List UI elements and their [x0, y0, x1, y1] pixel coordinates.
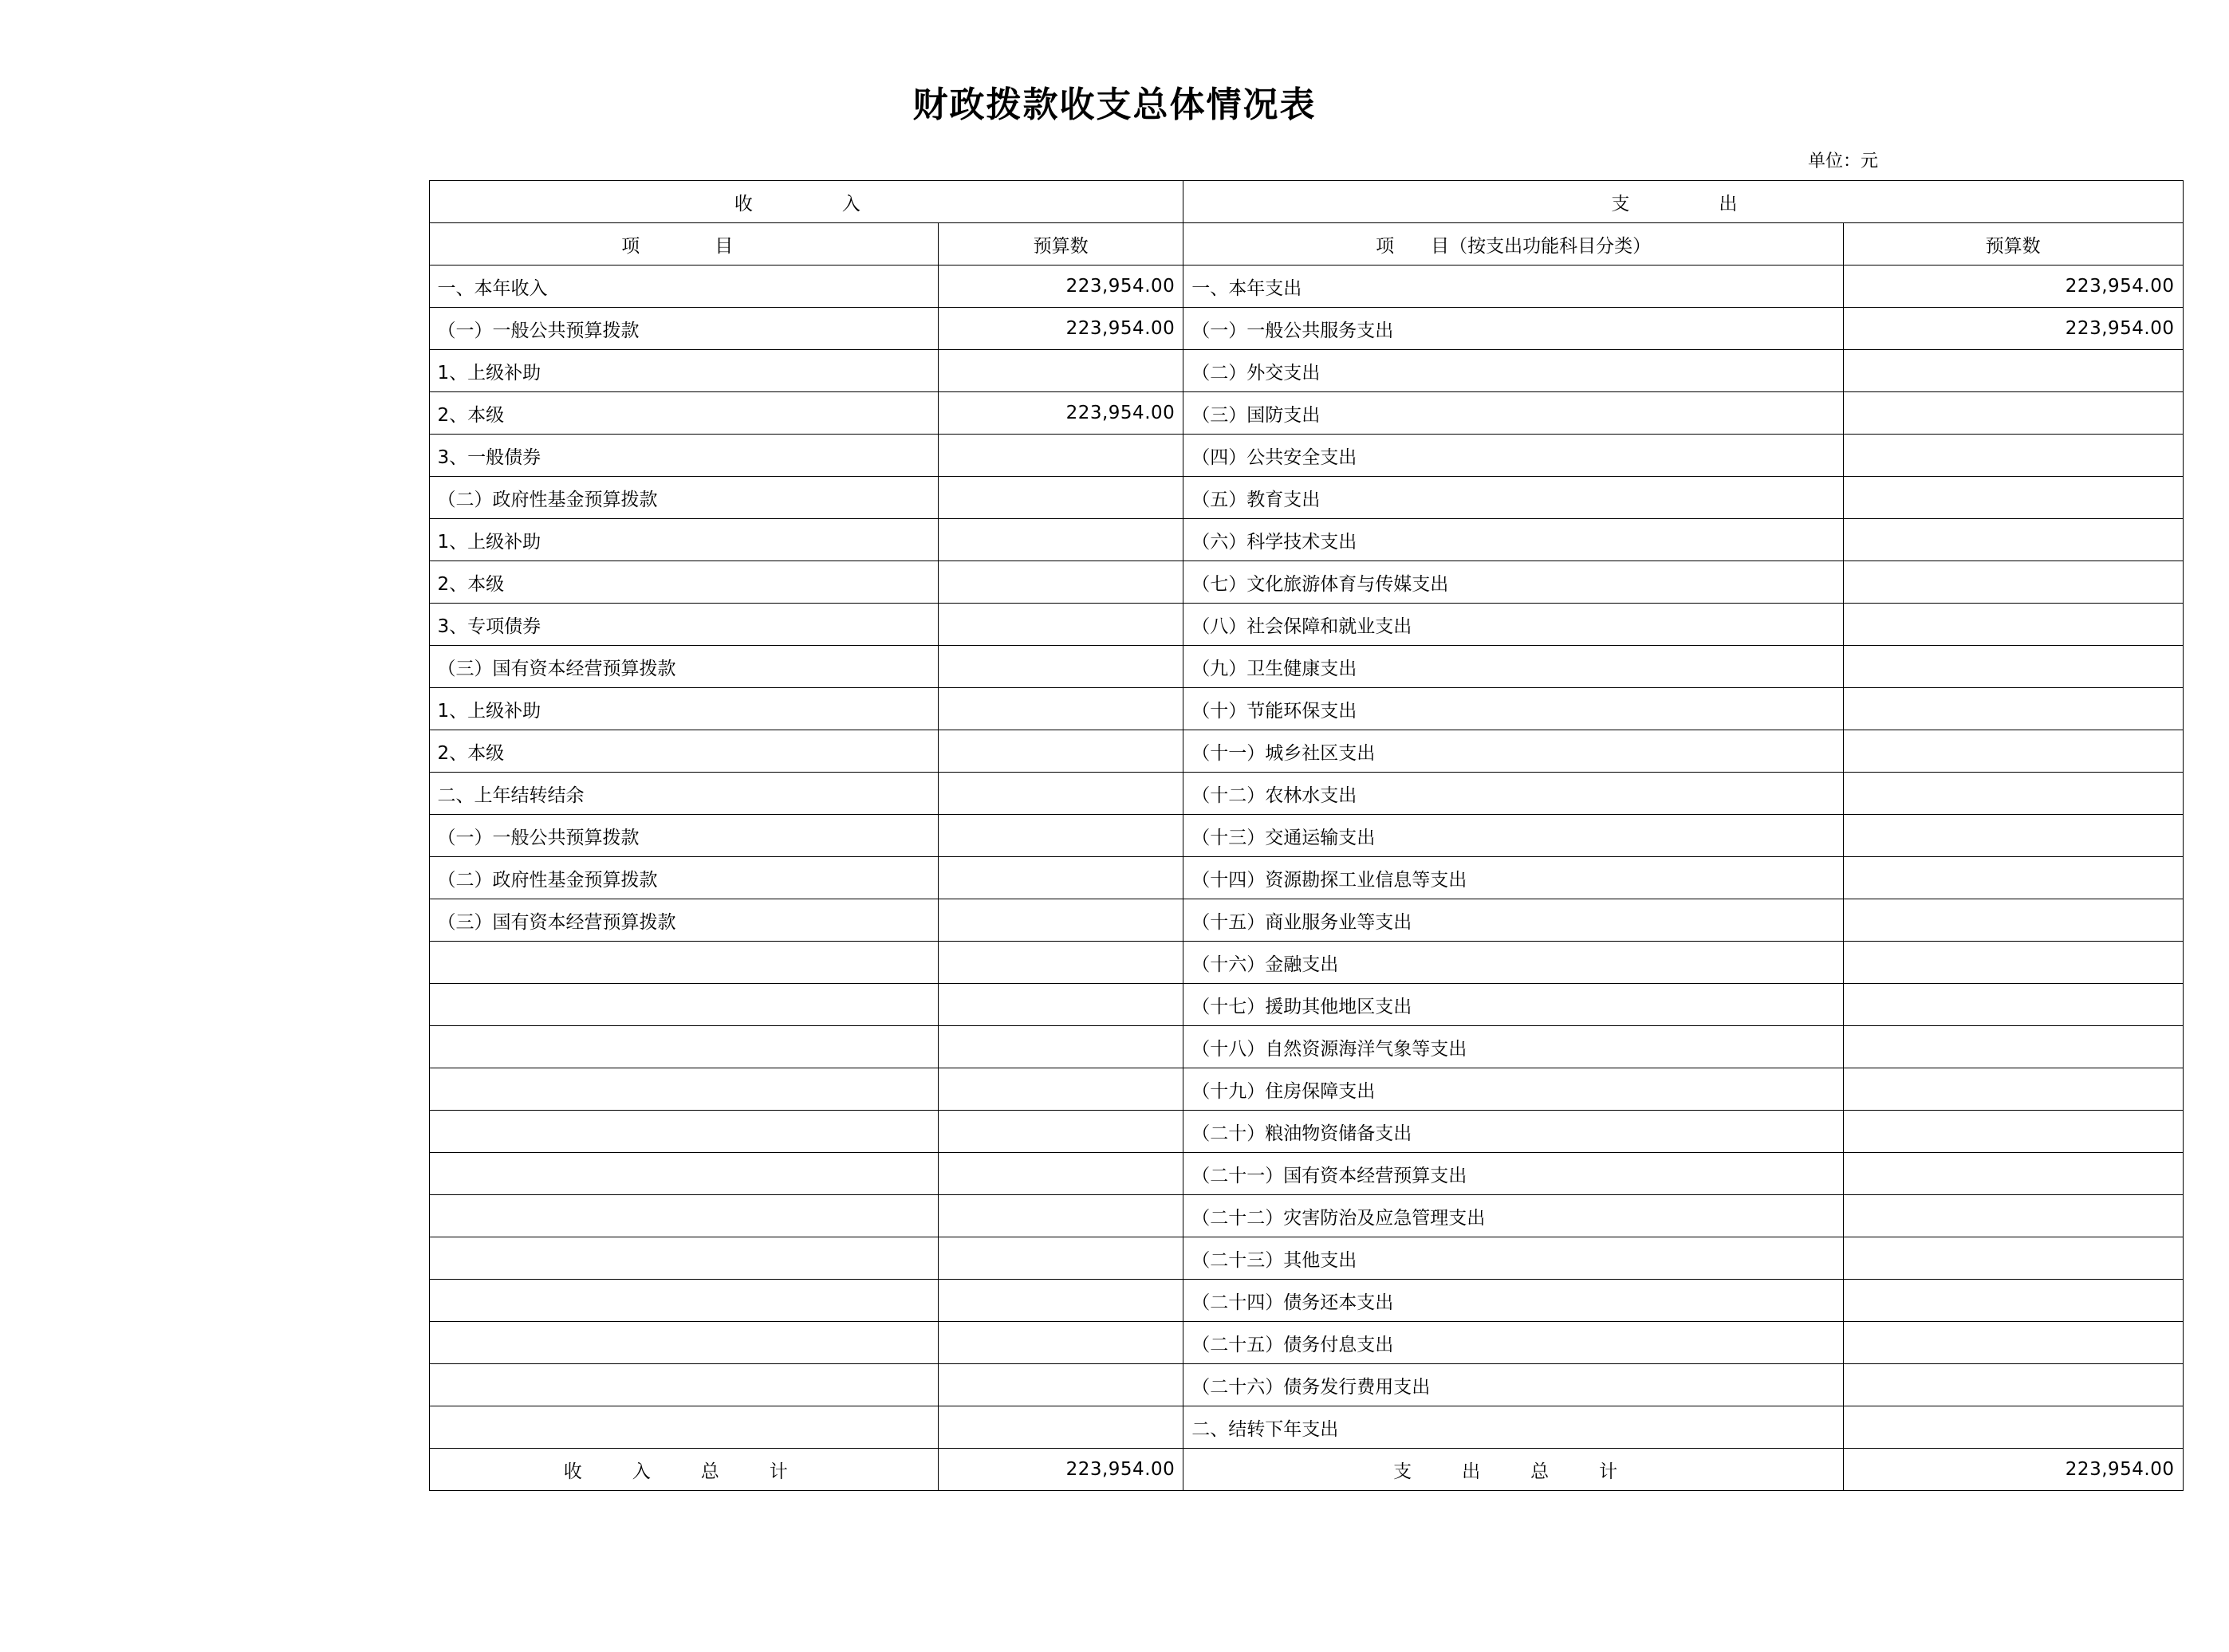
budget-table	[429, 180, 2184, 1491]
table-row	[429, 435, 2183, 477]
table-row	[429, 1026, 2183, 1068]
income-item-value	[938, 942, 1183, 984]
income-item-label	[429, 1111, 938, 1153]
income-item-value	[938, 477, 1183, 519]
income-item-label	[429, 984, 938, 1026]
expense-item-value	[1843, 857, 2183, 899]
table-row	[429, 604, 2183, 646]
income-item-value	[938, 688, 1183, 730]
income-item-value: 223,954.00	[938, 392, 1183, 435]
table-header-group-row	[429, 181, 2183, 223]
expense-item-value	[1843, 392, 2183, 435]
table-header-column-row	[429, 223, 2183, 266]
income-item-label: 1、上级补助	[429, 688, 938, 730]
income-item-label	[429, 1237, 938, 1280]
income-item-label: 3、一般债券	[429, 435, 938, 477]
table-row	[429, 1111, 2183, 1153]
header-expense-item: 项 目（按支出功能科目分类）	[1183, 223, 1844, 266]
expense-item-value	[1843, 435, 2183, 477]
income-item-value	[938, 350, 1183, 392]
expense-item-value	[1843, 730, 2183, 773]
expense-item-value	[1843, 1406, 2183, 1449]
expense-item-label: （十六）金融支出	[1183, 942, 1844, 984]
expense-item-label: （十三）交通运输支出	[1183, 815, 1844, 857]
header-expense-budget: 预算数	[1843, 223, 2183, 266]
income-item-value	[938, 646, 1183, 688]
expense-total-label: 支 出 总 计	[1183, 1449, 1844, 1491]
expense-item-value	[1843, 1237, 2183, 1280]
table-container	[238, 180, 2175, 1491]
table-row	[429, 899, 2183, 942]
expense-item-label: （二十一）国有资本经营预算支出	[1183, 1153, 1844, 1195]
table-row	[429, 942, 2183, 984]
expense-item-value	[1843, 688, 2183, 730]
header-income-item: 项 目	[429, 223, 938, 266]
unit-label: 单位：元	[1807, 151, 1878, 171]
income-item-label	[429, 1026, 938, 1068]
income-item-value	[938, 1068, 1183, 1111]
expense-item-value	[1843, 815, 2183, 857]
income-item-value	[938, 815, 1183, 857]
expense-item-label: （十九）住房保障支出	[1183, 1068, 1844, 1111]
income-item-label	[429, 1195, 938, 1237]
table-row	[429, 1364, 2183, 1406]
income-item-label: 3、专项债券	[429, 604, 938, 646]
income-item-label: （三）国有资本经营预算拨款	[429, 646, 938, 688]
table-body	[429, 181, 2183, 1491]
income-item-value	[938, 1406, 1183, 1449]
expense-item-label: （一）一般公共服务支出	[1183, 308, 1844, 350]
expense-item-label: （八）社会保障和就业支出	[1183, 604, 1844, 646]
income-item-label: 二、上年结转结余	[429, 773, 938, 815]
income-total-value: 223,954.00	[938, 1449, 1183, 1491]
expense-item-label: （二十五）债务付息支出	[1183, 1322, 1844, 1364]
expense-item-label: 一、本年支出	[1183, 266, 1844, 308]
expense-item-label: （二十）粮油物资储备支出	[1183, 1111, 1844, 1153]
income-item-value	[938, 1195, 1183, 1237]
expense-item-value	[1843, 773, 2183, 815]
expense-item-value	[1843, 561, 2183, 604]
income-item-label: 2、本级	[429, 561, 938, 604]
expense-item-value	[1843, 984, 2183, 1026]
table-row	[429, 1195, 2183, 1237]
income-item-label: （一）一般公共预算拨款	[429, 308, 938, 350]
income-item-label: 2、本级	[429, 730, 938, 773]
expense-item-label: （二）外交支出	[1183, 350, 1844, 392]
expense-item-value	[1843, 1195, 2183, 1237]
income-item-value	[938, 519, 1183, 561]
expense-item-label: （十一）城乡社区支出	[1183, 730, 1844, 773]
expense-item-label: （四）公共安全支出	[1183, 435, 1844, 477]
table-row	[429, 1237, 2183, 1280]
table-row	[429, 815, 2183, 857]
expense-item-value	[1843, 1068, 2183, 1111]
income-item-label: 1、上级补助	[429, 350, 938, 392]
expense-item-value: 223,954.00	[1843, 308, 2183, 350]
income-item-value: 223,954.00	[938, 308, 1183, 350]
table-row	[429, 730, 2183, 773]
table-row	[429, 308, 2183, 350]
table-row	[429, 984, 2183, 1026]
income-item-value	[938, 435, 1183, 477]
table-row	[429, 857, 2183, 899]
expense-item-label: （七）文化旅游体育与传媒支出	[1183, 561, 1844, 604]
income-item-label	[429, 1280, 938, 1322]
expense-item-value	[1843, 646, 2183, 688]
table-row	[429, 519, 2183, 561]
header-expense-group: 支 出	[1183, 181, 2183, 223]
expense-item-label: （二十三）其他支出	[1183, 1237, 1844, 1280]
expense-item-label: （五）教育支出	[1183, 477, 1844, 519]
income-item-value	[938, 984, 1183, 1026]
income-item-label: （三）国有资本经营预算拨款	[429, 899, 938, 942]
expense-item-value	[1843, 519, 2183, 561]
expense-item-label: （十八）自然资源海洋气象等支出	[1183, 1026, 1844, 1068]
income-item-label	[429, 1068, 938, 1111]
income-item-label: （二）政府性基金预算拨款	[429, 857, 938, 899]
income-item-label: 一、本年收入	[429, 266, 938, 308]
table-row	[429, 561, 2183, 604]
expense-item-value	[1843, 604, 2183, 646]
expense-item-value	[1843, 899, 2183, 942]
income-item-label: （二）政府性基金预算拨款	[429, 477, 938, 519]
income-item-label	[429, 1153, 938, 1195]
income-item-value	[938, 773, 1183, 815]
income-total-label: 收 入 总 计	[429, 1449, 938, 1491]
table-row	[429, 1280, 2183, 1322]
expense-item-value	[1843, 1153, 2183, 1195]
header-income-group: 收 入	[429, 181, 1183, 223]
expense-item-label: （六）科学技术支出	[1183, 519, 1844, 561]
income-item-value: 223,954.00	[938, 266, 1183, 308]
income-item-value	[938, 604, 1183, 646]
expense-item-label: （二十四）债务还本支出	[1183, 1280, 1844, 1322]
expense-item-label: 二、结转下年支出	[1183, 1406, 1844, 1449]
table-row	[429, 773, 2183, 815]
table-row	[429, 646, 2183, 688]
expense-item-label: （十七）援助其他地区支出	[1183, 984, 1844, 1026]
table-row	[429, 1153, 2183, 1195]
expense-item-label: （九）卫生健康支出	[1183, 646, 1844, 688]
income-item-value	[938, 1026, 1183, 1068]
expense-item-label: （二十六）债务发行费用支出	[1183, 1364, 1844, 1406]
income-item-label	[429, 1364, 938, 1406]
income-item-label: 2、本级	[429, 392, 938, 435]
income-item-value	[938, 1237, 1183, 1280]
income-item-label: （一）一般公共预算拨款	[429, 815, 938, 857]
income-item-value	[938, 730, 1183, 773]
expense-item-value	[1843, 1322, 2183, 1364]
income-item-label: 1、上级补助	[429, 519, 938, 561]
expense-item-value: 223,954.00	[1843, 266, 2183, 308]
header-income-budget: 预算数	[938, 223, 1183, 266]
expense-item-value	[1843, 942, 2183, 984]
table-row	[429, 1322, 2183, 1364]
income-item-label	[429, 1406, 938, 1449]
expense-item-label: （十五）商业服务业等支出	[1183, 899, 1844, 942]
expense-item-label: （三）国防支出	[1183, 392, 1844, 435]
page-title: 财政拨款收支总体情况表	[912, 85, 1317, 125]
expense-item-value	[1843, 350, 2183, 392]
income-item-label	[429, 942, 938, 984]
table-row	[429, 1406, 2183, 1449]
income-item-value	[938, 1153, 1183, 1195]
expense-item-label: （十四）资源勘探工业信息等支出	[1183, 857, 1844, 899]
expense-item-value	[1843, 1026, 2183, 1068]
expense-item-value	[1843, 477, 2183, 519]
page-root	[0, 76, 2229, 1652]
expense-item-value	[1843, 1364, 2183, 1406]
income-item-value	[938, 1280, 1183, 1322]
table-row	[429, 477, 2183, 519]
income-item-value	[938, 1111, 1183, 1153]
income-item-value	[938, 899, 1183, 942]
expense-item-value	[1843, 1111, 2183, 1153]
table-row	[429, 688, 2183, 730]
table-row	[429, 392, 2183, 435]
expense-item-label: （十二）农林水支出	[1183, 773, 1844, 815]
income-item-value	[938, 561, 1183, 604]
income-item-value	[938, 1364, 1183, 1406]
income-item-value	[938, 857, 1183, 899]
income-item-label	[429, 1322, 938, 1364]
income-item-value	[938, 1322, 1183, 1364]
expense-item-label: （十）节能环保支出	[1183, 688, 1844, 730]
expense-item-value	[1843, 1280, 2183, 1322]
table-row	[429, 266, 2183, 308]
table-row	[429, 350, 2183, 392]
expense-item-label: （二十二）灾害防治及应急管理支出	[1183, 1195, 1844, 1237]
table-row	[429, 1068, 2183, 1111]
expense-total-value: 223,954.00	[1843, 1449, 2183, 1491]
table-total-row	[429, 1449, 2183, 1491]
